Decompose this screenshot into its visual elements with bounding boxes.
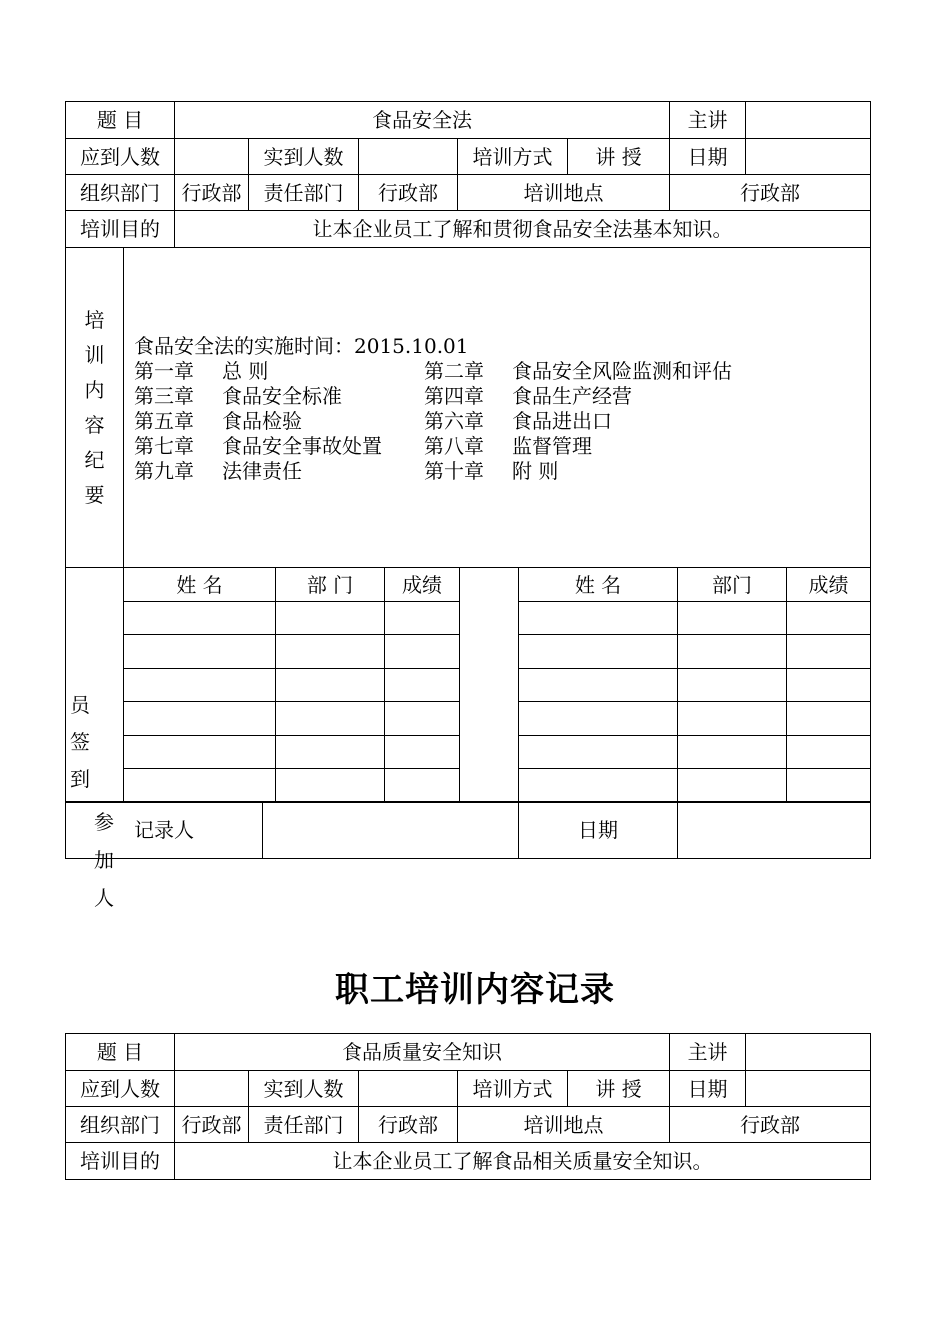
chapter-number: 第五章 (134, 408, 194, 433)
chapter-number: 第七章 (134, 433, 194, 458)
location-label: 培训地点 (458, 1107, 670, 1143)
chapter-number: 第三章 (134, 383, 194, 408)
chapter-row (134, 459, 870, 484)
recorder-value[interactable] (263, 802, 519, 859)
chapter-row (134, 384, 870, 409)
score-cell[interactable] (385, 736, 460, 769)
content-summary-label (66, 248, 124, 568)
staff-label-char: 签 (70, 730, 90, 754)
training-content-section (65, 247, 871, 568)
topic-label: 题 目 (66, 102, 175, 139)
date-value[interactable] (746, 1071, 871, 1107)
record-date-label: 日期 (519, 802, 678, 859)
score-header: 成绩 (385, 568, 460, 602)
chapter-number: 第八章 (424, 433, 484, 458)
score-cell[interactable] (787, 635, 871, 669)
attendance-divider (460, 568, 519, 803)
participant-label-char: 加 (94, 848, 114, 872)
topic-label: 题 目 (66, 1034, 175, 1071)
chapter-number: 第一章 (134, 358, 194, 383)
name-cell[interactable] (124, 769, 276, 803)
score-cell[interactable] (385, 669, 460, 702)
score-cell[interactable] (787, 769, 871, 803)
score-cell[interactable] (385, 769, 460, 803)
score-cell[interactable] (787, 736, 871, 769)
resp-dept-value[interactable]: 行政部 (359, 175, 458, 211)
score-cell[interactable] (787, 702, 871, 736)
dept-cell[interactable] (678, 602, 787, 635)
score-header-2: 成绩 (787, 568, 871, 602)
dept-header-2: 部门 (678, 568, 787, 602)
chapter-title: 食品检验 (222, 408, 302, 433)
content-label-char: 容 (84, 412, 105, 437)
method-label: 培训方式 (458, 139, 568, 175)
content-intro: 食品安全法的实施时间：2015.10.01 (134, 333, 469, 358)
method-value[interactable]: 讲 授 (568, 139, 670, 175)
dept-header: 部 门 (276, 568, 385, 602)
topic-value[interactable]: 食品质量安全知识 (175, 1034, 670, 1071)
chapter-number: 第六章 (424, 408, 484, 433)
purpose-value[interactable]: 让本企业员工了解和贯彻食品安全法基本知识。 (175, 211, 871, 248)
actual-count-value[interactable] (359, 1071, 458, 1107)
dept-cell[interactable] (276, 669, 385, 702)
content-summary-body[interactable] (124, 248, 871, 568)
purpose-label: 培训目的 (66, 1143, 175, 1180)
name-header: 姓 名 (124, 568, 276, 602)
expected-count-value[interactable] (175, 1071, 249, 1107)
name-cell[interactable] (519, 702, 678, 736)
staff-label-char: 员 (70, 693, 90, 717)
score-cell[interactable] (787, 602, 871, 635)
name-cell[interactable] (519, 602, 678, 635)
chapter-row (134, 359, 870, 384)
chapter-number: 第四章 (424, 383, 484, 408)
recorder-row (65, 801, 871, 859)
dept-cell[interactable] (678, 702, 787, 736)
score-cell[interactable] (385, 702, 460, 736)
resp-dept-label: 责任部门 (249, 1107, 359, 1143)
staff-label-char: 到 (70, 767, 90, 791)
org-dept-label: 组织部门 (66, 175, 175, 211)
chapter-title: 食品安全标准 (222, 383, 342, 408)
resp-dept-label: 责任部门 (249, 175, 359, 211)
chapter-row (134, 434, 870, 459)
org-dept-value[interactable]: 行政部 (175, 1107, 249, 1143)
name-cell[interactable] (124, 602, 276, 635)
method-label: 培训方式 (458, 1071, 568, 1107)
chapter-row (134, 409, 870, 434)
page-title: 职工培训内容记录 (335, 970, 615, 1010)
chapter-title: 食品进出口 (512, 408, 612, 433)
chapter-number: 第二章 (424, 358, 484, 383)
participant-label-char: 参 (94, 810, 114, 834)
resp-dept-value[interactable]: 行政部 (359, 1107, 458, 1143)
score-cell[interactable] (787, 669, 871, 702)
name-cell[interactable] (519, 669, 678, 702)
org-dept-value[interactable]: 行政部 (175, 175, 249, 211)
location-value[interactable]: 行政部 (670, 1107, 871, 1143)
score-cell[interactable] (385, 635, 460, 669)
actual-count-label: 实到人数 (249, 139, 359, 175)
chapter-title: 食品安全事故处置 (222, 433, 382, 458)
chapter-title: 食品生产经营 (512, 383, 632, 408)
dept-cell[interactable] (276, 635, 385, 669)
dept-cell[interactable] (678, 736, 787, 769)
date-label: 日期 (670, 1071, 746, 1107)
staff-signin-label (66, 568, 124, 910)
lecturer-value[interactable] (746, 1034, 871, 1071)
actual-count-value[interactable] (359, 139, 458, 175)
name-cell[interactable] (124, 669, 276, 702)
name-cell[interactable] (519, 769, 678, 803)
dept-cell[interactable] (276, 602, 385, 635)
location-value[interactable]: 行政部 (670, 175, 871, 211)
dept-cell[interactable] (276, 769, 385, 803)
recorder-label: 记录人 (66, 802, 263, 859)
content-label-char: 要 (84, 482, 105, 507)
lecturer-label: 主讲 (670, 1034, 746, 1071)
topic-value[interactable]: 食品安全法 (175, 102, 670, 139)
participant-label-char: 人 (94, 886, 114, 910)
lecturer-value[interactable] (746, 102, 871, 139)
date-value[interactable] (746, 139, 871, 175)
content-label-char: 训 (84, 342, 105, 367)
purpose-label: 培训目的 (66, 211, 175, 248)
chapter-title: 食品安全风险监测和评估 (512, 358, 732, 383)
dept-cell[interactable] (276, 702, 385, 736)
expected-count-label: 应到人数 (66, 1071, 175, 1107)
dept-cell[interactable] (678, 769, 787, 803)
org-dept-label: 组织部门 (66, 1107, 175, 1143)
record-date-value[interactable] (678, 802, 871, 859)
dept-cell[interactable] (276, 736, 385, 769)
expected-count-label: 应到人数 (66, 139, 175, 175)
chapter-title: 附 则 (512, 458, 559, 483)
content-label-char: 内 (84, 377, 105, 402)
content-label-char: 培 (84, 307, 105, 332)
name-cell[interactable] (124, 702, 276, 736)
chapter-number: 第九章 (134, 458, 194, 483)
chapter-title: 监督管理 (512, 433, 592, 458)
training-form-2-header (65, 1033, 871, 1180)
date-label: 日期 (670, 139, 746, 175)
name-cell[interactable] (519, 736, 678, 769)
location-label: 培训地点 (458, 175, 670, 211)
method-value[interactable]: 讲 授 (568, 1071, 670, 1107)
name-cell[interactable] (124, 635, 276, 669)
name-header-2: 姓 名 (519, 568, 678, 602)
expected-count-value[interactable] (175, 139, 249, 175)
name-cell[interactable] (519, 635, 678, 669)
actual-count-label: 实到人数 (249, 1071, 359, 1107)
name-cell[interactable] (124, 736, 276, 769)
chapter-number: 第十章 (424, 458, 484, 483)
lecturer-label: 主讲 (670, 102, 746, 139)
training-form-1-header (65, 101, 871, 248)
score-cell[interactable] (385, 602, 460, 635)
dept-cell[interactable] (678, 669, 787, 702)
chapter-title: 法律责任 (222, 458, 302, 483)
content-label-char: 纪 (84, 447, 105, 472)
dept-cell[interactable] (678, 635, 787, 669)
purpose-value[interactable]: 让本企业员工了解食品相关质量安全知识。 (175, 1143, 871, 1180)
chapter-title: 总 则 (222, 358, 269, 383)
